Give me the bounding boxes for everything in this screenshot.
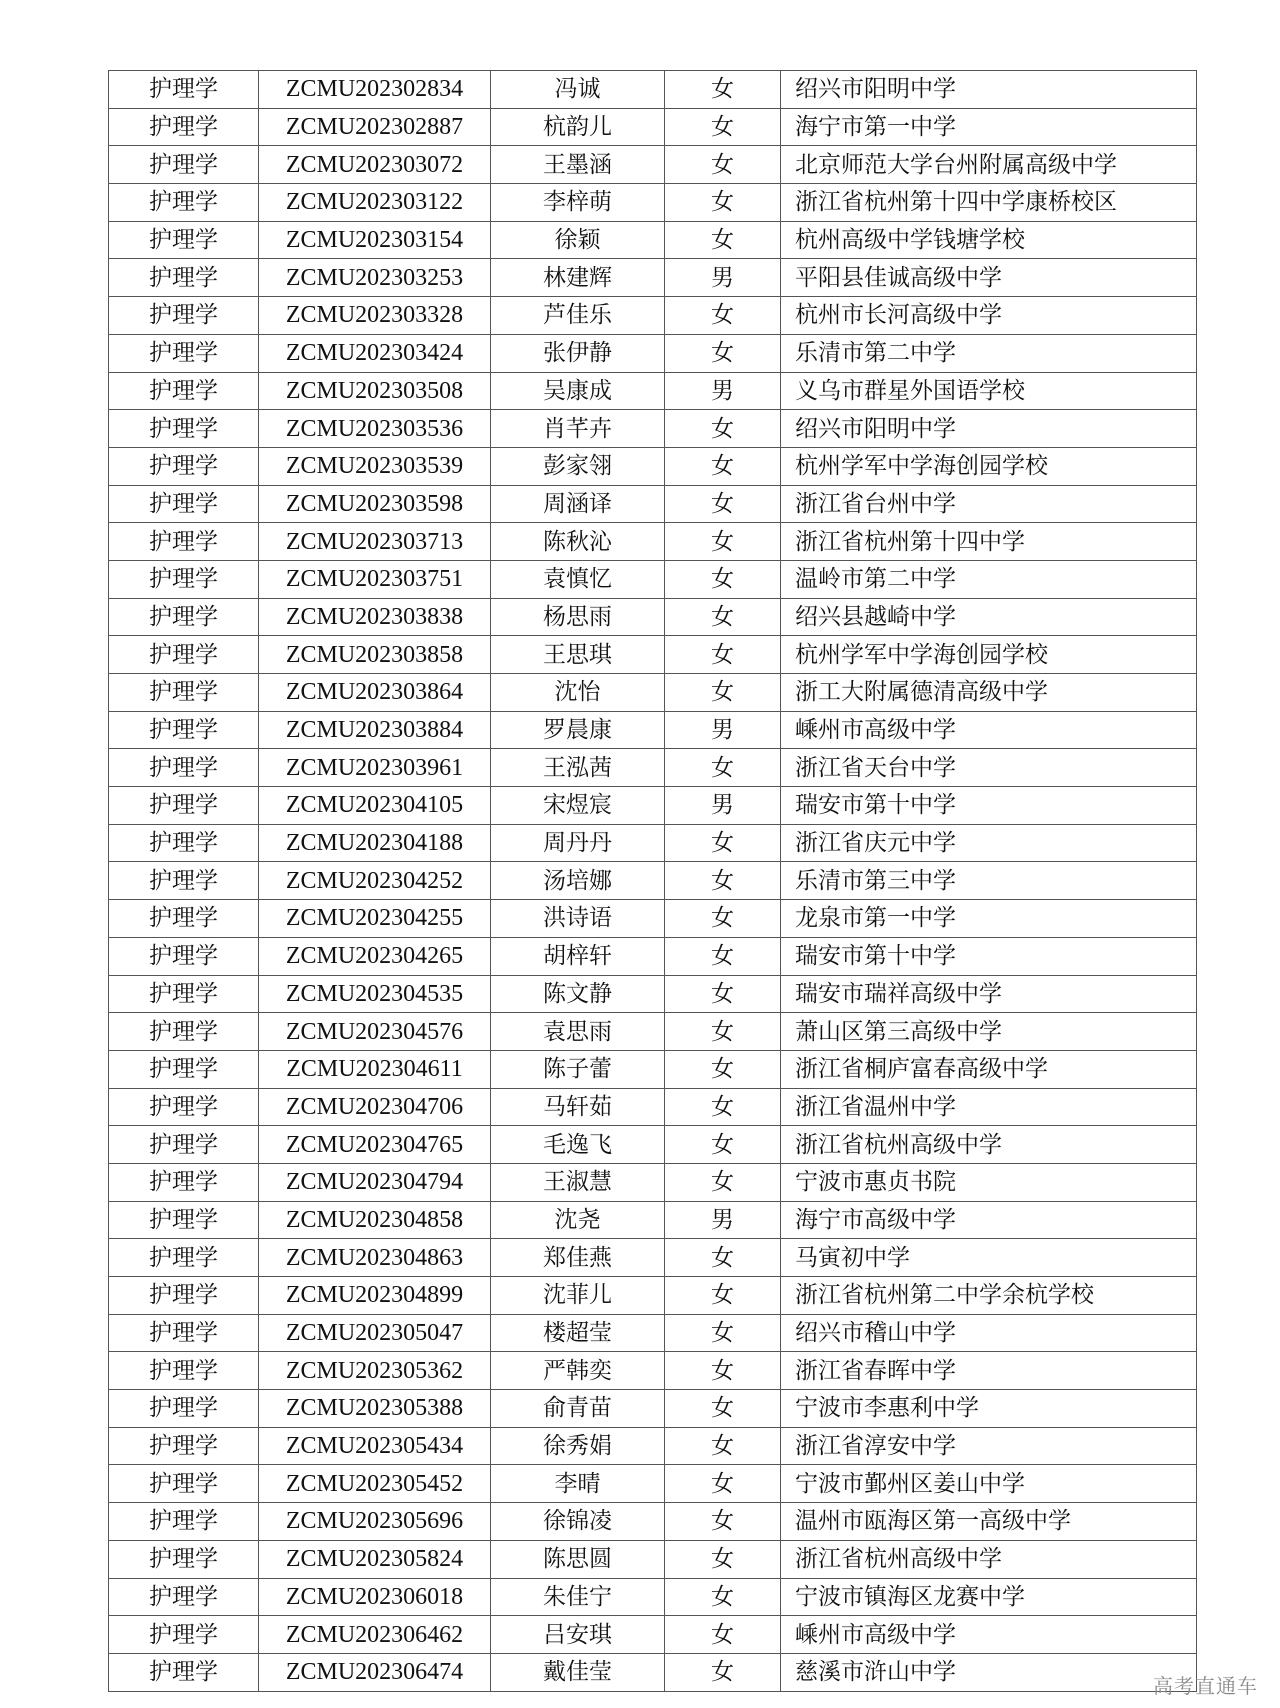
gender-cell: 男 bbox=[665, 372, 781, 410]
student-name-cell: 周丹丹 bbox=[491, 824, 665, 862]
gender-cell: 女 bbox=[665, 71, 781, 109]
student-id-cell: ZCMU202304252 bbox=[259, 862, 491, 900]
major-cell: 护理学 bbox=[109, 1390, 259, 1428]
major-cell: 护理学 bbox=[109, 523, 259, 561]
gender-cell: 女 bbox=[665, 1465, 781, 1503]
student-id-cell: ZCMU202303154 bbox=[259, 221, 491, 259]
admission-roster-table bbox=[108, 70, 1197, 1692]
table-row bbox=[109, 1578, 1197, 1616]
major-cell: 护理学 bbox=[109, 711, 259, 749]
major-cell: 护理学 bbox=[109, 1540, 259, 1578]
student-name-cell: 林建辉 bbox=[491, 259, 665, 297]
gender-cell: 女 bbox=[665, 862, 781, 900]
student-id-cell: ZCMU202303751 bbox=[259, 560, 491, 598]
student-id-cell: ZCMU202305362 bbox=[259, 1352, 491, 1390]
school-cell: 瑞安市瑞祥高级中学 bbox=[781, 975, 1197, 1013]
table-row bbox=[109, 1616, 1197, 1654]
major-cell: 护理学 bbox=[109, 1050, 259, 1088]
gender-cell: 女 bbox=[665, 900, 781, 938]
school-cell: 宁波市惠贞书院 bbox=[781, 1163, 1197, 1201]
gender-cell: 女 bbox=[665, 1540, 781, 1578]
student-name-cell: 沈怡 bbox=[491, 674, 665, 712]
school-cell: 浙江省春晖中学 bbox=[781, 1352, 1197, 1390]
table-row bbox=[109, 184, 1197, 222]
student-name-cell: 袁思雨 bbox=[491, 1013, 665, 1051]
student-id-cell: ZCMU202304858 bbox=[259, 1201, 491, 1239]
student-name-cell: 周涵译 bbox=[491, 485, 665, 523]
table-row bbox=[109, 334, 1197, 372]
student-id-cell: ZCMU202303122 bbox=[259, 184, 491, 222]
gender-cell: 女 bbox=[665, 1163, 781, 1201]
student-id-cell: ZCMU202305047 bbox=[259, 1314, 491, 1352]
school-cell: 杭州学军中学海创园学校 bbox=[781, 636, 1197, 674]
table-row bbox=[109, 1088, 1197, 1126]
student-name-cell: 王思琪 bbox=[491, 636, 665, 674]
student-id-cell: ZCMU202303253 bbox=[259, 259, 491, 297]
table-row bbox=[109, 71, 1197, 109]
student-name-cell: 肖芊卉 bbox=[491, 410, 665, 448]
student-id-cell: ZCMU202304899 bbox=[259, 1277, 491, 1315]
school-cell: 浙江省庆元中学 bbox=[781, 824, 1197, 862]
school-cell: 杭州市长河高级中学 bbox=[781, 297, 1197, 335]
student-name-cell: 戴佳莹 bbox=[491, 1653, 665, 1691]
table-row bbox=[109, 674, 1197, 712]
school-cell: 杭州高级中学钱塘学校 bbox=[781, 221, 1197, 259]
student-id-cell: ZCMU202306474 bbox=[259, 1653, 491, 1691]
student-name-cell: 俞青苗 bbox=[491, 1390, 665, 1428]
major-cell: 护理学 bbox=[109, 1578, 259, 1616]
table-row bbox=[109, 1239, 1197, 1277]
gender-cell: 女 bbox=[665, 1013, 781, 1051]
major-cell: 护理学 bbox=[109, 560, 259, 598]
table-row bbox=[109, 636, 1197, 674]
student-name-cell: 杭韵儿 bbox=[491, 108, 665, 146]
major-cell: 护理学 bbox=[109, 1239, 259, 1277]
table-row bbox=[109, 1201, 1197, 1239]
school-cell: 绍兴市阳明中学 bbox=[781, 410, 1197, 448]
major-cell: 护理学 bbox=[109, 1314, 259, 1352]
school-cell: 宁波市鄞州区姜山中学 bbox=[781, 1465, 1197, 1503]
student-id-cell: ZCMU202303884 bbox=[259, 711, 491, 749]
major-cell: 护理学 bbox=[109, 447, 259, 485]
table-row bbox=[109, 711, 1197, 749]
student-name-cell: 彭家翎 bbox=[491, 447, 665, 485]
student-id-cell: ZCMU202304863 bbox=[259, 1239, 491, 1277]
major-cell: 护理学 bbox=[109, 1201, 259, 1239]
major-cell: 护理学 bbox=[109, 372, 259, 410]
table-row bbox=[109, 937, 1197, 975]
major-cell: 护理学 bbox=[109, 1352, 259, 1390]
table-row bbox=[109, 1390, 1197, 1428]
gender-cell: 女 bbox=[665, 1427, 781, 1465]
student-id-cell: ZCMU202303072 bbox=[259, 146, 491, 184]
gender-cell: 女 bbox=[665, 1503, 781, 1541]
major-cell: 护理学 bbox=[109, 108, 259, 146]
major-cell: 护理学 bbox=[109, 1465, 259, 1503]
major-cell: 护理学 bbox=[109, 674, 259, 712]
student-name-cell: 陈秋沁 bbox=[491, 523, 665, 561]
school-cell: 乐清市第三中学 bbox=[781, 862, 1197, 900]
gender-cell: 女 bbox=[665, 184, 781, 222]
student-id-cell: ZCMU202304105 bbox=[259, 787, 491, 825]
gender-cell: 女 bbox=[665, 1616, 781, 1654]
gender-cell: 女 bbox=[665, 975, 781, 1013]
major-cell: 护理学 bbox=[109, 824, 259, 862]
major-cell: 护理学 bbox=[109, 749, 259, 787]
gender-cell: 女 bbox=[665, 674, 781, 712]
school-cell: 宁波市镇海区龙赛中学 bbox=[781, 1578, 1197, 1616]
major-cell: 护理学 bbox=[109, 598, 259, 636]
gender-cell: 女 bbox=[665, 1239, 781, 1277]
gender-cell: 女 bbox=[665, 749, 781, 787]
watermark-text: 高考直通车 bbox=[1153, 1674, 1258, 1698]
student-name-cell: 毛逸飞 bbox=[491, 1126, 665, 1164]
student-id-cell: ZCMU202303858 bbox=[259, 636, 491, 674]
school-cell: 温岭市第二中学 bbox=[781, 560, 1197, 598]
school-cell: 浙江省台州中学 bbox=[781, 485, 1197, 523]
student-name-cell: 楼超莹 bbox=[491, 1314, 665, 1352]
school-cell: 海宁市高级中学 bbox=[781, 1201, 1197, 1239]
gender-cell: 女 bbox=[665, 598, 781, 636]
major-cell: 护理学 bbox=[109, 1013, 259, 1051]
student-id-cell: ZCMU202306462 bbox=[259, 1616, 491, 1654]
major-cell: 护理学 bbox=[109, 1126, 259, 1164]
student-name-cell: 李晴 bbox=[491, 1465, 665, 1503]
student-name-cell: 胡梓轩 bbox=[491, 937, 665, 975]
student-name-cell: 袁慎忆 bbox=[491, 560, 665, 598]
school-cell: 浙江省桐庐富春高级中学 bbox=[781, 1050, 1197, 1088]
major-cell: 护理学 bbox=[109, 1616, 259, 1654]
table-row bbox=[109, 221, 1197, 259]
major-cell: 护理学 bbox=[109, 975, 259, 1013]
student-id-cell: ZCMU202303539 bbox=[259, 447, 491, 485]
student-name-cell: 王墨涵 bbox=[491, 146, 665, 184]
school-cell: 浙江省杭州高级中学 bbox=[781, 1540, 1197, 1578]
school-cell: 瑞安市第十中学 bbox=[781, 787, 1197, 825]
student-id-cell: ZCMU202306018 bbox=[259, 1578, 491, 1616]
student-id-cell: ZCMU202303961 bbox=[259, 749, 491, 787]
school-cell: 浙江省杭州第十四中学康桥校区 bbox=[781, 184, 1197, 222]
student-id-cell: ZCMU202303864 bbox=[259, 674, 491, 712]
major-cell: 护理学 bbox=[109, 1653, 259, 1691]
table-row bbox=[109, 1163, 1197, 1201]
gender-cell: 女 bbox=[665, 1578, 781, 1616]
table-row bbox=[109, 787, 1197, 825]
gender-cell: 男 bbox=[665, 711, 781, 749]
roster-body bbox=[109, 71, 1197, 1692]
major-cell: 护理学 bbox=[109, 900, 259, 938]
student-name-cell: 马轩茹 bbox=[491, 1088, 665, 1126]
table-row bbox=[109, 372, 1197, 410]
student-name-cell: 洪诗语 bbox=[491, 900, 665, 938]
table-row bbox=[109, 297, 1197, 335]
table-row bbox=[109, 1013, 1197, 1051]
student-id-cell: ZCMU202303713 bbox=[259, 523, 491, 561]
student-name-cell: 徐秀娟 bbox=[491, 1427, 665, 1465]
table-row bbox=[109, 1427, 1197, 1465]
major-cell: 护理学 bbox=[109, 334, 259, 372]
student-id-cell: ZCMU202305388 bbox=[259, 1390, 491, 1428]
student-id-cell: ZCMU202305434 bbox=[259, 1427, 491, 1465]
major-cell: 护理学 bbox=[109, 221, 259, 259]
student-id-cell: ZCMU202303424 bbox=[259, 334, 491, 372]
table-row bbox=[109, 1503, 1197, 1541]
student-id-cell: ZCMU202305696 bbox=[259, 1503, 491, 1541]
student-id-cell: ZCMU202302887 bbox=[259, 108, 491, 146]
student-id-cell: ZCMU202304611 bbox=[259, 1050, 491, 1088]
gender-cell: 女 bbox=[665, 1352, 781, 1390]
major-cell: 护理学 bbox=[109, 410, 259, 448]
school-cell: 马寅初中学 bbox=[781, 1239, 1197, 1277]
table-row bbox=[109, 862, 1197, 900]
major-cell: 护理学 bbox=[109, 1277, 259, 1315]
table-row bbox=[109, 1314, 1197, 1352]
major-cell: 护理学 bbox=[109, 636, 259, 674]
table-row bbox=[109, 1050, 1197, 1088]
school-cell: 龙泉市第一中学 bbox=[781, 900, 1197, 938]
table-row bbox=[109, 975, 1197, 1013]
table-row bbox=[109, 447, 1197, 485]
table-row bbox=[109, 1465, 1197, 1503]
table-row bbox=[109, 1653, 1197, 1691]
student-name-cell: 杨思雨 bbox=[491, 598, 665, 636]
gender-cell: 女 bbox=[665, 1314, 781, 1352]
school-cell: 慈溪市浒山中学 bbox=[781, 1653, 1197, 1691]
student-id-cell: ZCMU202303508 bbox=[259, 372, 491, 410]
student-id-cell: ZCMU202303598 bbox=[259, 485, 491, 523]
student-name-cell: 朱佳宁 bbox=[491, 1578, 665, 1616]
table-row bbox=[109, 598, 1197, 636]
student-id-cell: ZCMU202305824 bbox=[259, 1540, 491, 1578]
school-cell: 乐清市第二中学 bbox=[781, 334, 1197, 372]
student-name-cell: 严韩奕 bbox=[491, 1352, 665, 1390]
student-name-cell: 汤培娜 bbox=[491, 862, 665, 900]
gender-cell: 男 bbox=[665, 787, 781, 825]
student-id-cell: ZCMU202304265 bbox=[259, 937, 491, 975]
gender-cell: 女 bbox=[665, 146, 781, 184]
student-id-cell: ZCMU202305452 bbox=[259, 1465, 491, 1503]
student-name-cell: 沈菲儿 bbox=[491, 1277, 665, 1315]
gender-cell: 女 bbox=[665, 1088, 781, 1126]
table-row bbox=[109, 410, 1197, 448]
student-name-cell: 吴康成 bbox=[491, 372, 665, 410]
student-name-cell: 宋煜宸 bbox=[491, 787, 665, 825]
school-cell: 浙江省杭州第十四中学 bbox=[781, 523, 1197, 561]
student-name-cell: 王淑慧 bbox=[491, 1163, 665, 1201]
school-cell: 嵊州市高级中学 bbox=[781, 1616, 1197, 1654]
student-name-cell: 吕安琪 bbox=[491, 1616, 665, 1654]
student-name-cell: 李梓萌 bbox=[491, 184, 665, 222]
gender-cell: 女 bbox=[665, 1126, 781, 1164]
table-row bbox=[109, 1277, 1197, 1315]
gender-cell: 女 bbox=[665, 447, 781, 485]
gender-cell: 男 bbox=[665, 259, 781, 297]
school-cell: 绍兴市稽山中学 bbox=[781, 1314, 1197, 1352]
gender-cell: 女 bbox=[665, 108, 781, 146]
gender-cell: 女 bbox=[665, 1277, 781, 1315]
major-cell: 护理学 bbox=[109, 1088, 259, 1126]
major-cell: 护理学 bbox=[109, 1427, 259, 1465]
student-id-cell: ZCMU202304255 bbox=[259, 900, 491, 938]
student-id-cell: ZCMU202303536 bbox=[259, 410, 491, 448]
school-cell: 北京师范大学台州附属高级中学 bbox=[781, 146, 1197, 184]
table-row bbox=[109, 1352, 1197, 1390]
major-cell: 护理学 bbox=[109, 184, 259, 222]
school-cell: 嵊州市高级中学 bbox=[781, 711, 1197, 749]
major-cell: 护理学 bbox=[109, 787, 259, 825]
student-id-cell: ZCMU202302834 bbox=[259, 71, 491, 109]
gender-cell: 女 bbox=[665, 523, 781, 561]
school-cell: 浙江省淳安中学 bbox=[781, 1427, 1197, 1465]
table-row bbox=[109, 523, 1197, 561]
school-cell: 浙江省温州中学 bbox=[781, 1088, 1197, 1126]
table-row bbox=[109, 1126, 1197, 1164]
gender-cell: 女 bbox=[665, 824, 781, 862]
major-cell: 护理学 bbox=[109, 862, 259, 900]
gender-cell: 女 bbox=[665, 1050, 781, 1088]
major-cell: 护理学 bbox=[109, 297, 259, 335]
student-name-cell: 芦佳乐 bbox=[491, 297, 665, 335]
school-cell: 瑞安市第十中学 bbox=[781, 937, 1197, 975]
student-id-cell: ZCMU202304706 bbox=[259, 1088, 491, 1126]
table-row bbox=[109, 146, 1197, 184]
student-name-cell: 徐颖 bbox=[491, 221, 665, 259]
gender-cell: 女 bbox=[665, 1653, 781, 1691]
student-name-cell: 王泓茜 bbox=[491, 749, 665, 787]
student-id-cell: ZCMU202304765 bbox=[259, 1126, 491, 1164]
school-cell: 义乌市群星外国语学校 bbox=[781, 372, 1197, 410]
student-name-cell: 陈子蕾 bbox=[491, 1050, 665, 1088]
school-cell: 平阳县佳诚高级中学 bbox=[781, 259, 1197, 297]
student-name-cell: 冯诚 bbox=[491, 71, 665, 109]
major-cell: 护理学 bbox=[109, 1503, 259, 1541]
major-cell: 护理学 bbox=[109, 937, 259, 975]
student-name-cell: 郑佳燕 bbox=[491, 1239, 665, 1277]
major-cell: 护理学 bbox=[109, 71, 259, 109]
major-cell: 护理学 bbox=[109, 259, 259, 297]
gender-cell: 女 bbox=[665, 221, 781, 259]
gender-cell: 女 bbox=[665, 297, 781, 335]
student-name-cell: 罗晨康 bbox=[491, 711, 665, 749]
table-row bbox=[109, 824, 1197, 862]
student-id-cell: ZCMU202304794 bbox=[259, 1163, 491, 1201]
student-id-cell: ZCMU202303838 bbox=[259, 598, 491, 636]
school-cell: 海宁市第一中学 bbox=[781, 108, 1197, 146]
student-name-cell: 沈尧 bbox=[491, 1201, 665, 1239]
table-row bbox=[109, 108, 1197, 146]
gender-cell: 女 bbox=[665, 410, 781, 448]
gender-cell: 女 bbox=[665, 1390, 781, 1428]
school-cell: 温州市瓯海区第一高级中学 bbox=[781, 1503, 1197, 1541]
gender-cell: 男 bbox=[665, 1201, 781, 1239]
school-cell: 浙江省杭州第二中学余杭学校 bbox=[781, 1277, 1197, 1315]
table-row bbox=[109, 560, 1197, 598]
student-name-cell: 陈文静 bbox=[491, 975, 665, 1013]
student-name-cell: 陈思圆 bbox=[491, 1540, 665, 1578]
student-id-cell: ZCMU202304188 bbox=[259, 824, 491, 862]
school-cell: 绍兴市阳明中学 bbox=[781, 71, 1197, 109]
school-cell: 浙江省杭州高级中学 bbox=[781, 1126, 1197, 1164]
table-row bbox=[109, 749, 1197, 787]
table-row bbox=[109, 485, 1197, 523]
gender-cell: 女 bbox=[665, 636, 781, 674]
school-cell: 浙工大附属德清高级中学 bbox=[781, 674, 1197, 712]
table-row bbox=[109, 259, 1197, 297]
student-id-cell: ZCMU202303328 bbox=[259, 297, 491, 335]
major-cell: 护理学 bbox=[109, 146, 259, 184]
school-cell: 宁波市李惠利中学 bbox=[781, 1390, 1197, 1428]
student-name-cell: 徐锦凌 bbox=[491, 1503, 665, 1541]
student-id-cell: ZCMU202304576 bbox=[259, 1013, 491, 1051]
gender-cell: 女 bbox=[665, 560, 781, 598]
gender-cell: 女 bbox=[665, 937, 781, 975]
student-name-cell: 张伊静 bbox=[491, 334, 665, 372]
school-cell: 绍兴县越崎中学 bbox=[781, 598, 1197, 636]
gender-cell: 女 bbox=[665, 334, 781, 372]
student-id-cell: ZCMU202304535 bbox=[259, 975, 491, 1013]
gender-cell: 女 bbox=[665, 485, 781, 523]
table-row bbox=[109, 900, 1197, 938]
major-cell: 护理学 bbox=[109, 1163, 259, 1201]
school-cell: 浙江省天台中学 bbox=[781, 749, 1197, 787]
table-row bbox=[109, 1540, 1197, 1578]
school-cell: 萧山区第三高级中学 bbox=[781, 1013, 1197, 1051]
school-cell: 杭州学军中学海创园学校 bbox=[781, 447, 1197, 485]
major-cell: 护理学 bbox=[109, 485, 259, 523]
